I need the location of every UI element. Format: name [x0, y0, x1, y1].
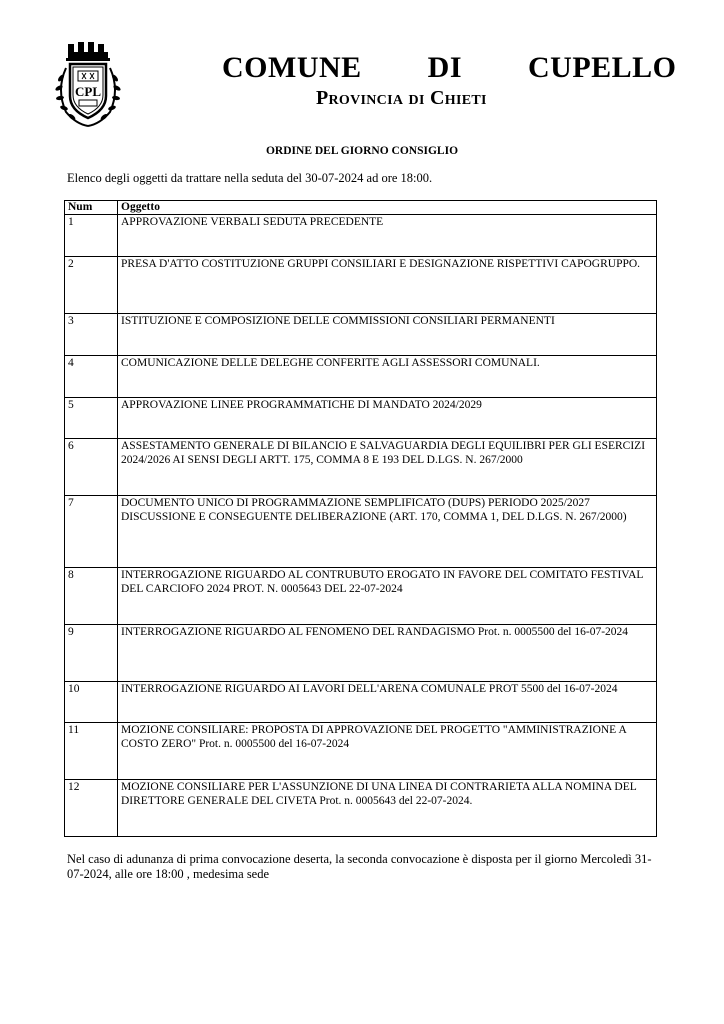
row-num: 1: [65, 215, 118, 257]
table-row: [65, 682, 657, 723]
row-oggetto: DOCUMENTO UNICO DI PROGRAMMAZIONE SEMPLIFICATO (DUPS) PERIODO 2025/2027 DISCUSSIONE E CONSEGUENTE DELIBERAZIONE (ART. 170, COMMA 1, DEL D.LGS. N. 267/2000): [118, 496, 657, 568]
row-oggetto: PRESA D'ATTO COSTITUZIONE GRUPPI CONSILIARI E DESIGNAZIONE RISPETTIVI CAPOGRUPPO.: [118, 257, 657, 314]
table-row: [65, 780, 657, 837]
agenda-intro: Elenco degli oggetti da trattare nella seduta del 30-07-2024 ad ore 18:00.: [67, 171, 433, 185]
row-num: 9: [65, 625, 118, 682]
column-header-num: Num: [65, 201, 118, 215]
table-row: [65, 723, 657, 780]
row-oggetto: APPROVAZIONE VERBALI SEDUTA PRECEDENTE: [118, 215, 657, 257]
row-oggetto: COMUNICAZIONE DELLE DELEGHE CONFERITE AGLI ASSESSORI COMUNALI.: [118, 356, 657, 398]
row-oggetto: MOZIONE CONSILIARE: PROPOSTA DI APPROVAZIONE DEL PROGETTO "AMMINISTRAZIONE A COSTO ZERO" Prot. n. 0005500 del 16-07-2024: [118, 723, 657, 780]
row-oggetto: APPROVAZIONE LINEE PROGRAMMATICHE DI MANDATO 2024/2029: [118, 398, 657, 439]
row-oggetto: ISTITUZIONE E COMPOSIZIONE DELLE COMMISSIONI CONSILIARI PERMANENTI: [118, 314, 657, 356]
row-oggetto: INTERROGAZIONE RIGUARDO AI LAVORI DELL'ARENA COMUNALE PROT 5500 del 16-07-2024: [118, 682, 657, 723]
table-row: [65, 496, 657, 568]
row-num: 11: [65, 723, 118, 780]
row-num: 7: [65, 496, 118, 568]
table-row: [65, 257, 657, 314]
row-num: 2: [65, 257, 118, 314]
province-subtitle: Provincia di Chieti: [316, 87, 487, 109]
table-row: [65, 439, 657, 496]
row-oggetto: INTERROGAZIONE RIGUARDO AL CONTRUBUTO EROGATO IN FAVORE DEL COMITATO FESTIVAL DEL CARCIOFO 2024 PROT. N. 0005643 DEL 22-07-2024: [118, 568, 657, 625]
table-row: [65, 314, 657, 356]
row-oggetto: MOZIONE CONSILIARE PER L'ASSUNZIONE DI UNA LINEA DI CONTRARIETA ALLA NOMINA DEL DIRETTORE GENERALE DEL CIVETA Prot. n. 0005643 del 22-07-2024.: [118, 780, 657, 837]
table-header-row: [65, 201, 657, 215]
table-row: [65, 398, 657, 439]
agenda-heading: ORDINE DEL GIORNO CONSIGLIO: [265, 145, 459, 157]
crest-monogram: CPL: [75, 84, 101, 99]
table-row: [65, 568, 657, 625]
agenda-table: [64, 200, 657, 837]
second-convocation-note: Nel caso di adunanza di prima convocazione deserta, la seconda convocazione è disposta per il giorno Mercoledì 31-07-2024, alle ore 18:00 , medesima sede: [67, 852, 652, 881]
row-num: 4: [65, 356, 118, 398]
table-row: [65, 215, 657, 257]
column-header-oggetto: Oggetto: [118, 201, 657, 215]
municipality-title: COMUNE DI CUPELLO: [222, 51, 677, 84]
row-num: 3: [65, 314, 118, 356]
row-num: 6: [65, 439, 118, 496]
row-oggetto: INTERROGAZIONE RIGUARDO AL FENOMENO DEL RANDAGISMO Prot. n. 0005500 del 16-07-2024: [118, 625, 657, 682]
row-oggetto: ASSESTAMENTO GENERALE DI BILANCIO E SALVAGUARDIA DEGLI EQUILIBRI PER GLI ESERCIZI 2024/2026 AI SENSI DEGLI ARTT. 175, COMMA 8 E 193 DEL D.LGS. N. 267/2000: [118, 439, 657, 496]
table-row: [65, 356, 657, 398]
row-num: 8: [65, 568, 118, 625]
row-num: 5: [65, 398, 118, 439]
row-num: 12: [65, 780, 118, 837]
table-row: [65, 625, 657, 682]
row-num: 10: [65, 682, 118, 723]
